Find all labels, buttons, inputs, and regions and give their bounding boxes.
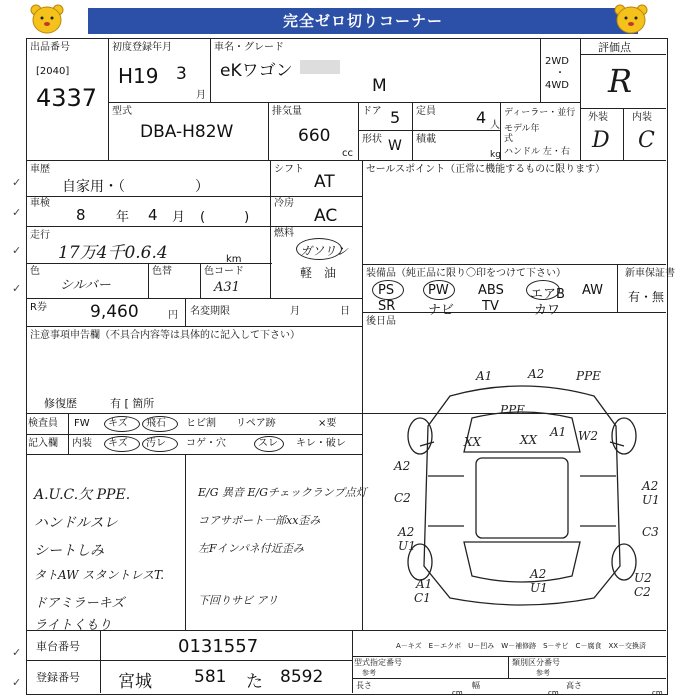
unit-cm-3: cm: [652, 689, 663, 697]
shape-label: 形状: [362, 134, 382, 145]
score-value: R: [608, 62, 633, 100]
doors-label: ドア: [362, 106, 382, 117]
equip-circle: [423, 280, 455, 300]
notice-label: 注意事項申告欄（不具合内容等は具体的に記入して下さい）: [30, 330, 300, 341]
model-year-label: モデル年式: [504, 124, 540, 144]
inspector-crack: ヒビ割: [186, 418, 216, 429]
inspector-scratch: キズ: [108, 418, 128, 429]
first-reg-month-unit: 月: [196, 90, 206, 101]
diagram-mark: C2: [394, 491, 411, 505]
grade-redaction: [300, 60, 340, 74]
score-label: 評価点: [598, 41, 631, 54]
equip-abs: ABS: [478, 283, 504, 298]
first-reg-label: 初度登録年月: [112, 42, 172, 53]
repair-label: 修復歴: [44, 397, 77, 410]
diagram-mark: C1: [414, 591, 431, 605]
inspector-fw: FW: [74, 418, 90, 429]
diagram-mark: PPE: [500, 403, 525, 417]
name-change-day: 日: [340, 306, 350, 317]
lot-label: 出品番号: [30, 42, 70, 53]
warranty-value: 有・無: [628, 290, 665, 304]
note-left-4: タトAW スタントレスT.: [34, 568, 165, 582]
inspection-label: 車検: [30, 198, 50, 209]
shape-value: W: [388, 138, 402, 154]
inspector-label2: 記入欄: [28, 438, 58, 449]
doors-value: 5: [390, 108, 401, 127]
diagram-mark: A2: [530, 567, 547, 581]
equip-tv: TV: [482, 299, 499, 314]
note-left-5: ドアミラーキズ: [34, 596, 125, 611]
note-left-2: ハンドルスレ: [34, 515, 118, 531]
chassis-label: 車台番号: [36, 640, 80, 653]
reg-label: 登録番号: [36, 671, 80, 684]
note-right-4: 下回りサビ アリ: [198, 594, 279, 607]
inspector-burn: コゲ・穴: [186, 438, 226, 449]
diagram-mark: PPE: [576, 369, 601, 383]
model-label: 型式: [112, 106, 132, 117]
inspection-paren: ( ): [200, 210, 250, 225]
inspector-chip: 飛石: [146, 418, 166, 429]
inspector-int-scratch: キズ: [108, 438, 128, 449]
diagram-mark: A2: [398, 525, 415, 539]
diagram-mark: XX: [464, 435, 482, 449]
diagram-mark: XX: [520, 433, 538, 447]
inspector-dirt: 汚レ: [146, 438, 166, 449]
diagram-mark: C2: [634, 585, 651, 599]
load-unit: kg: [490, 150, 501, 160]
equip-navi: ナビ: [428, 303, 455, 318]
note-right-3: 左Fインパネ付近歪み: [198, 542, 304, 555]
diagram-mark: W2: [578, 429, 598, 443]
fuel-label: 燃料: [274, 228, 294, 239]
diagram-mark: U1: [530, 581, 548, 595]
recycle-value: 9,460: [90, 302, 139, 322]
capacity-unit: 人: [490, 120, 500, 131]
rear-items-label: 後日品: [366, 316, 396, 327]
note-right-1: E/G 異音 E/Gチェックランプ点灯: [198, 486, 367, 499]
car-name: eKワゴン: [220, 61, 293, 81]
inspector-need: ×要: [318, 418, 337, 429]
history-value: 自家用・（ ）: [62, 179, 209, 195]
classification-label: 類別区分番号: [512, 658, 560, 667]
reg-kana: た: [246, 672, 263, 692]
equip-airbag: エアB: [530, 287, 565, 302]
repair-value: 有 [ 箇所: [110, 397, 155, 410]
diagram-mark: A1: [416, 577, 433, 591]
mascot-bear-icon: [612, 4, 650, 34]
model-value: DBA-H82W: [140, 122, 234, 142]
recycle-label: R券: [30, 302, 47, 313]
diagram-mark: A1: [476, 369, 493, 383]
mascot-bear-icon: [28, 4, 66, 34]
load-label: 積載: [416, 134, 436, 145]
diagram-mark: A2: [642, 479, 659, 493]
color-value: シルバー: [60, 278, 111, 293]
inspection-year: 8: [76, 206, 86, 224]
check-mark-icon: ✓: [12, 282, 22, 295]
length-label: 長さ: [356, 681, 372, 690]
name-change-month: 月: [290, 306, 300, 317]
diagram-mark: U2: [634, 571, 652, 585]
equip-aw: AW: [582, 283, 604, 298]
color-change-label: 色替: [152, 266, 172, 277]
mileage-label: 走行: [30, 230, 50, 241]
inspector-circle: [142, 416, 178, 432]
car-name-label: 車名・グレード: [214, 42, 284, 53]
inspector-circle: [104, 436, 140, 452]
inspection-year-unit: 年: [116, 210, 130, 225]
first-reg-month: 3: [176, 64, 187, 84]
page-title: 完全ゼロ切りコーナー: [88, 8, 638, 34]
displacement-unit: cc: [342, 148, 353, 159]
inspection-month-unit: 月: [172, 210, 186, 225]
legend: A－キズ E－エクボ U－凹み W－補修跡 S－サビ C－腐食 XX－交換済: [396, 642, 647, 650]
color-label: 色: [30, 266, 40, 277]
aircon-label: 冷房: [274, 198, 294, 209]
displacement-label: 排気量: [272, 106, 302, 117]
capacity-value: 4: [476, 108, 487, 127]
name-change-label: 名変期限: [190, 306, 230, 317]
diagram-mark: A1: [550, 425, 567, 439]
exterior-label: 外装: [588, 112, 608, 123]
history-label: 車歴: [30, 164, 50, 175]
fuel-circle: [296, 238, 342, 260]
ref-label-2: 参考: [536, 669, 550, 677]
color-code-value: A31: [214, 280, 240, 295]
inspector-circle: [142, 436, 178, 452]
shift-value: AT: [314, 172, 335, 192]
check-mark-icon: ✓: [12, 244, 22, 257]
width-label: 幅: [472, 681, 480, 690]
designation-label: 型式指定番号: [354, 658, 402, 667]
interior-score: C: [638, 128, 655, 153]
first-reg-year: H19: [118, 64, 159, 88]
equip-ps: PS: [378, 283, 395, 298]
shift-label: シフト: [274, 164, 304, 175]
check-mark-icon: ✓: [12, 176, 22, 189]
warranty-label: 新車保証書: [625, 268, 675, 279]
diagram-mark: A2: [394, 459, 411, 473]
fuel-value: ガソリン: [300, 244, 349, 258]
note-left-1: A.U.C.欠 PPE.: [34, 487, 131, 503]
aircon-value: AC: [314, 206, 338, 226]
drive-2wd: 2WD: [545, 56, 569, 67]
car-grade: M: [372, 76, 387, 96]
inspection-month: 4: [148, 206, 158, 224]
equip-leather: カワ: [534, 303, 561, 318]
inspector-interior: 内装: [72, 438, 92, 449]
inspector-tear: キレ・破レ: [296, 438, 346, 449]
mileage-unit: km: [226, 254, 242, 265]
fuel-diesel: 軽 油: [300, 266, 337, 280]
inspector-repair: リペア跡: [236, 418, 276, 429]
inspector-label1: 検査員: [28, 418, 58, 429]
sales-point-label: セールスポイント（正常に機能するものに限ります）: [366, 164, 606, 175]
height-label: 高さ: [566, 681, 582, 690]
reg-number: 8592: [280, 667, 324, 687]
note-left-6: ライトくもり: [34, 618, 112, 633]
lot-sub: [2040]: [36, 66, 70, 77]
chassis-value: 0131557: [178, 636, 259, 657]
check-mark-icon: ✓: [12, 676, 22, 689]
inspector-circle: [254, 436, 284, 452]
lot-number: 4337: [36, 84, 98, 112]
equipment-label: 装備品（純正品に限り〇印をつけて下さい）: [366, 268, 566, 279]
reg-pref: 宮城: [118, 672, 152, 692]
exterior-score: D: [592, 128, 610, 153]
note-left-3: シートしみ: [34, 543, 104, 559]
interior-label: 内装: [632, 112, 652, 123]
diagram-mark: U1: [642, 493, 660, 507]
diagram-mark: A2: [528, 367, 545, 381]
car-damage-diagram: [380, 366, 664, 620]
note-right-2: コアサポート一部xx歪み: [198, 514, 321, 527]
color-code-label: 色コード: [204, 266, 244, 277]
capacity-label: 定員: [416, 106, 436, 117]
drive-4wd: 4WD: [545, 80, 569, 91]
recycle-unit: 円: [168, 310, 178, 321]
displacement-value: 660: [298, 126, 331, 146]
mileage-value: 17万4千0.6.4: [58, 243, 168, 263]
unit-cm-1: cm: [452, 689, 463, 697]
equip-sr: SR: [378, 299, 396, 314]
equip-pw: PW: [428, 283, 449, 298]
ref-label-1: 参考: [362, 669, 376, 677]
check-mark-icon: ✓: [12, 206, 22, 219]
diagram-mark: U1: [398, 539, 416, 553]
dealer-label: ディーラー・並行: [504, 108, 576, 118]
equip-circle: [526, 280, 560, 300]
handle-label: ハンドル 左・右: [504, 147, 570, 157]
equip-circle: [372, 280, 404, 300]
unit-cm-2: cm: [548, 689, 559, 697]
inspector-circle: [104, 416, 140, 432]
diagram-mark: C3: [642, 525, 659, 539]
check-mark-icon: ✓: [12, 646, 22, 659]
reg-class: 581: [194, 667, 227, 687]
inspector-rub: スレ: [258, 438, 278, 449]
